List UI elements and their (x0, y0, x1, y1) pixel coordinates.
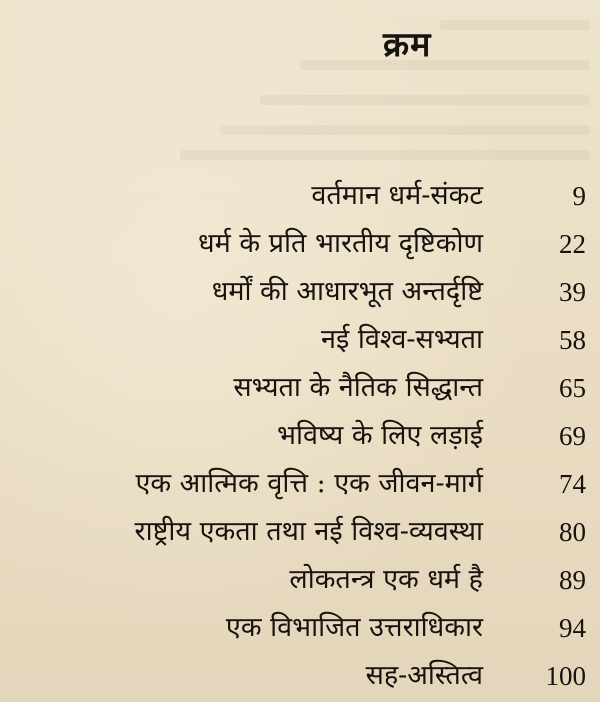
toc-entry (0, 508, 600, 556)
toc-entry (0, 556, 600, 604)
table-of-contents (0, 172, 600, 700)
toc-entry-title: धर्म के प्रति भारतीय दृष्टिकोण (198, 228, 483, 259)
toc-entry-page: 94 (559, 613, 586, 643)
toc-entry-title: वर्तमान धर्म-संकट (311, 180, 483, 211)
bleed-through (260, 95, 590, 105)
toc-entry-page: 80 (559, 517, 586, 547)
toc-entry-page: 9 (572, 181, 586, 211)
toc-entry-page: 100 (545, 661, 586, 691)
toc-entry-page: 39 (559, 277, 586, 307)
toc-entry-page: 65 (559, 373, 586, 403)
toc-entry-title: सह-अस्तित्व (365, 660, 483, 691)
toc-entry-title: लोकतन्त्र एक धर्म है (289, 564, 483, 595)
toc-entry-title: नई विश्व-सभ्यता (321, 324, 483, 355)
toc-entry (0, 268, 600, 316)
toc-entry-title: सभ्यता के नैतिक सिद्धान्त (233, 372, 483, 403)
toc-entry (0, 364, 600, 412)
toc-entry (0, 604, 600, 652)
bleed-through (300, 60, 590, 70)
toc-entry (0, 412, 600, 460)
toc-entry (0, 172, 600, 220)
toc-entry (0, 316, 600, 364)
toc-entry (0, 652, 600, 700)
toc-entry-title: राष्ट्रीय एकता तथा नई विश्व-व्यवस्था (134, 516, 483, 547)
toc-entry-page: 58 (559, 325, 586, 355)
bleed-through (220, 125, 590, 135)
bleed-through (180, 150, 590, 160)
toc-entry-page: 74 (559, 469, 586, 499)
toc-entry-title: भविष्य के लिए लड़ाई (277, 420, 483, 451)
toc-entry-page: 22 (559, 229, 586, 259)
toc-entry (0, 460, 600, 508)
contents-heading: क्रम (383, 25, 432, 65)
toc-entry-title: एक आत्मिक वृत्ति : एक जीवन-मार्ग (135, 468, 483, 499)
toc-entry-page: 69 (559, 421, 586, 451)
toc-entry-title: धर्मों की आधारभूत अन्तर्दृष्टि (211, 276, 483, 307)
toc-entry-title: एक विभाजित उत्तराधिकार (225, 612, 483, 643)
bleed-through (440, 20, 590, 30)
toc-entry (0, 220, 600, 268)
toc-entry-page: 89 (559, 565, 586, 595)
